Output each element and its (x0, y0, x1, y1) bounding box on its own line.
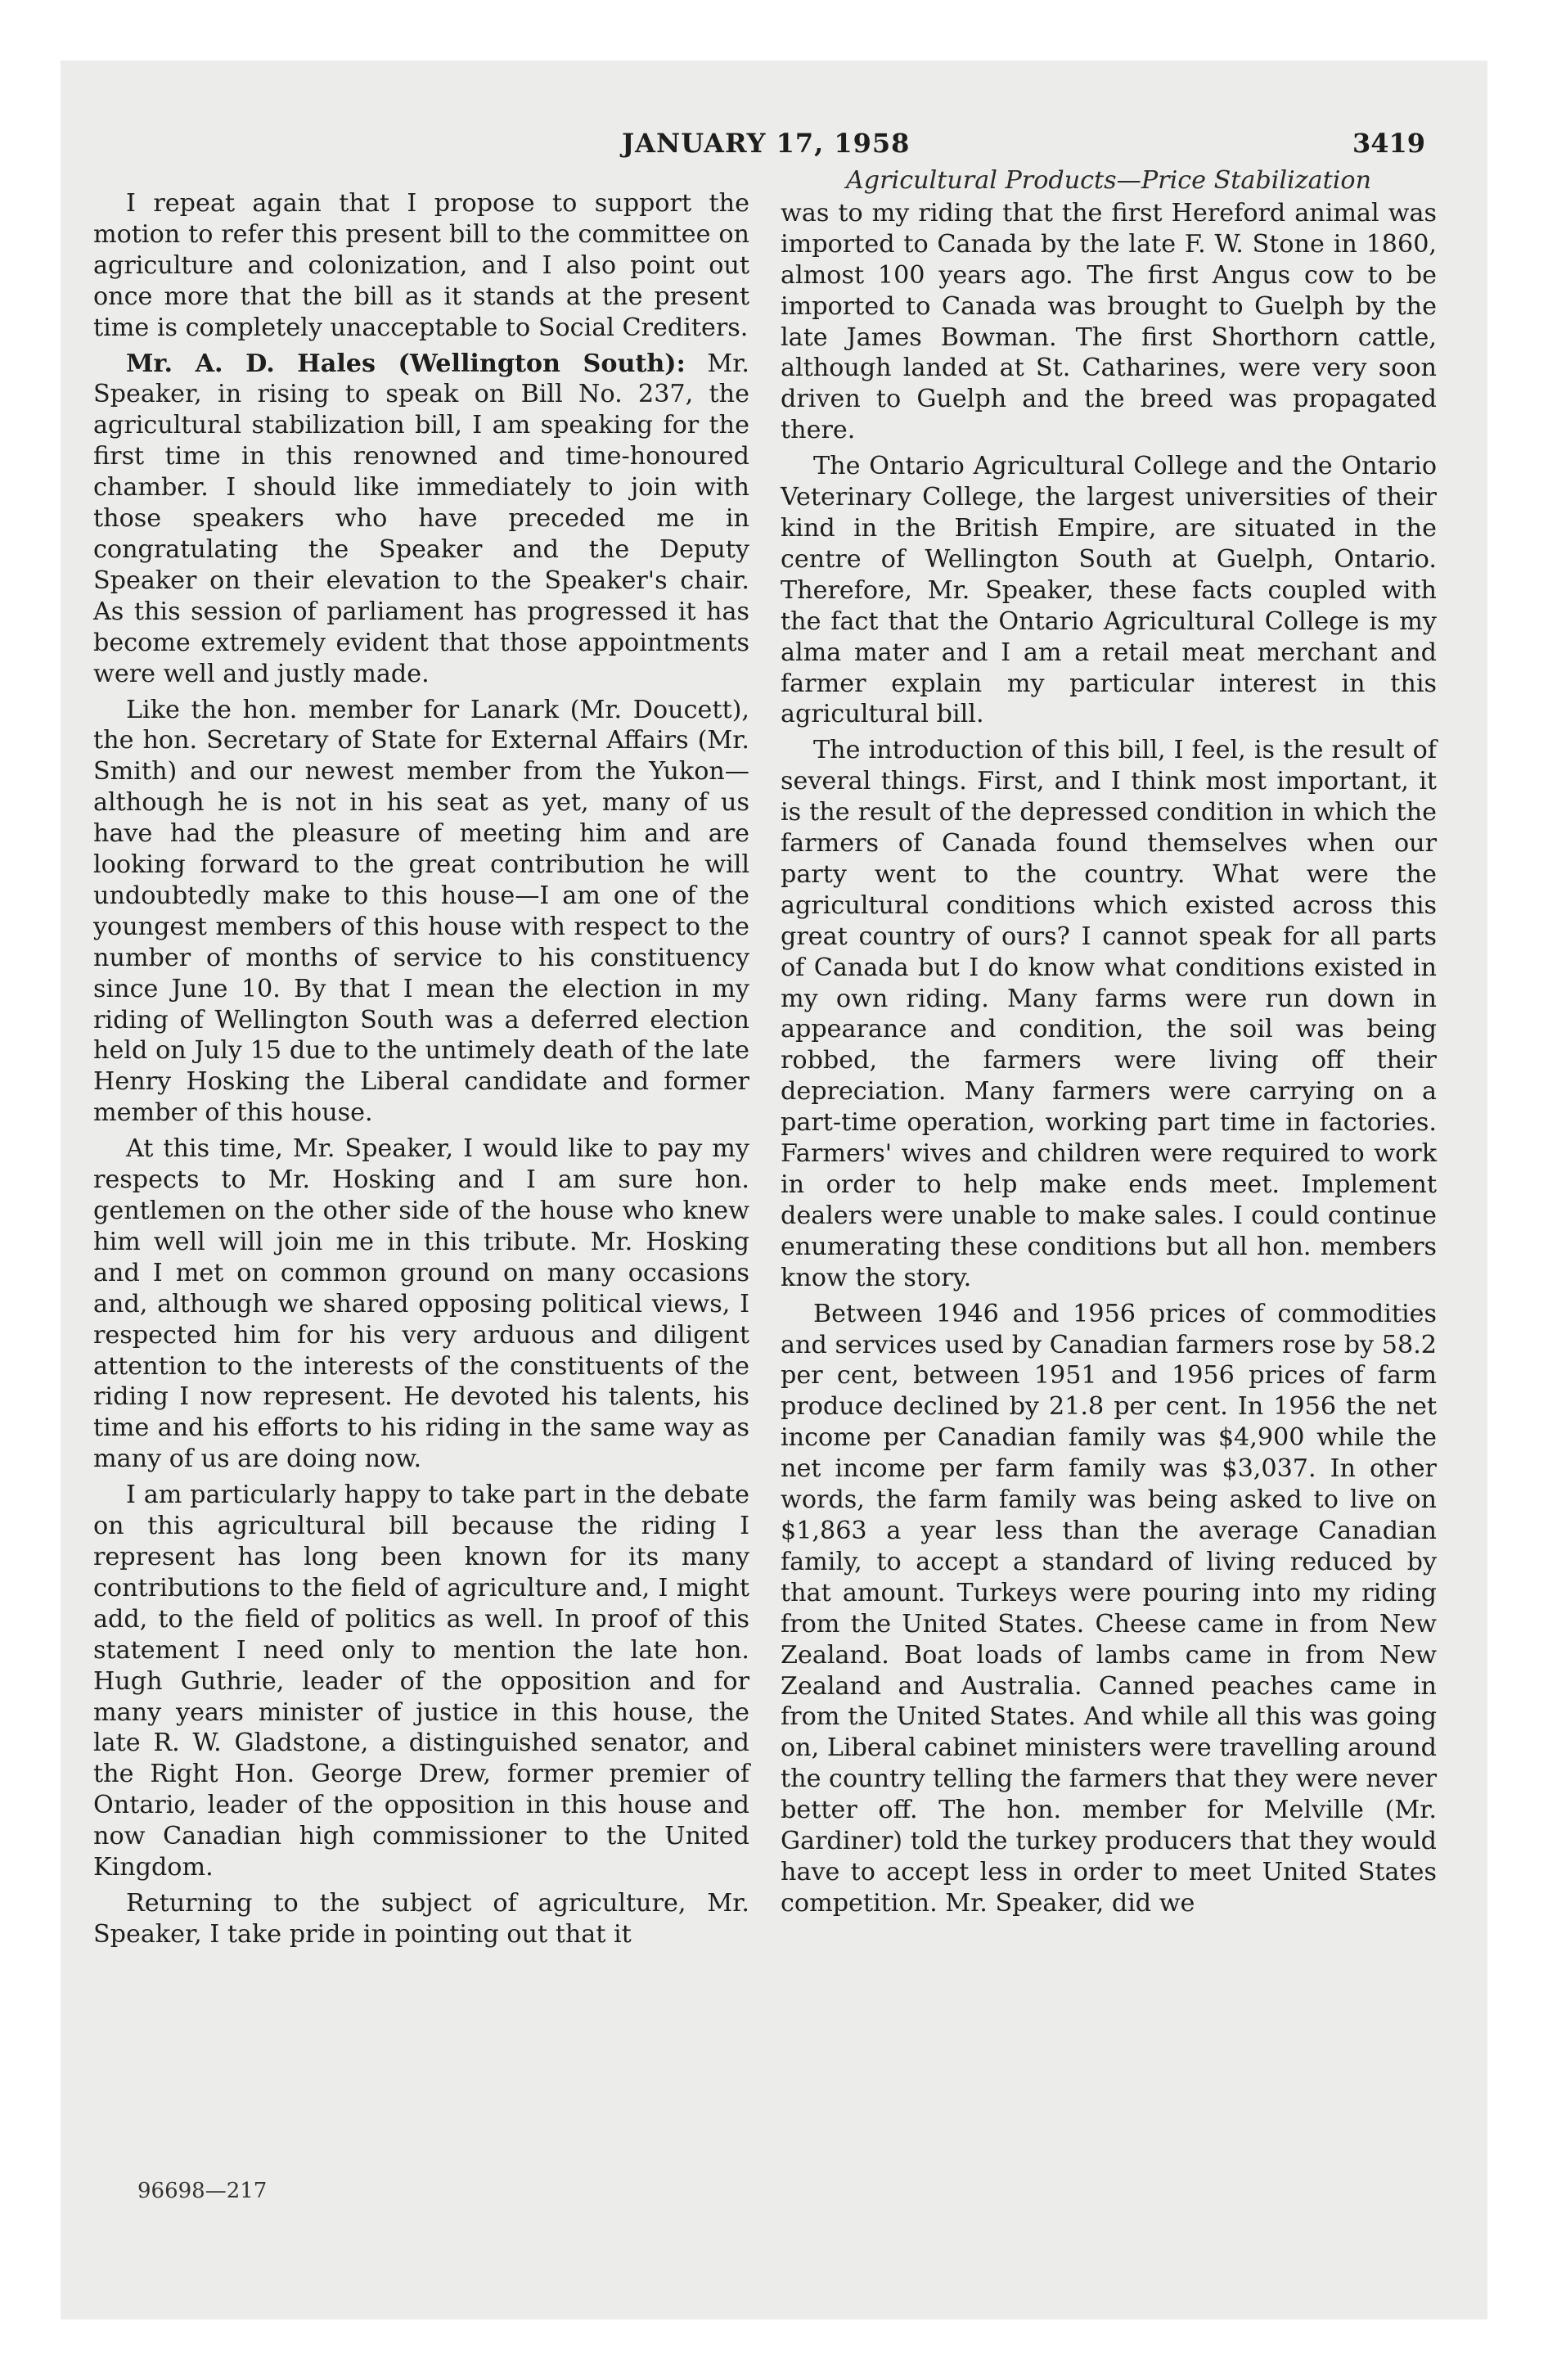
speaker-text: Mr. Speaker, in rising to speak on Bill No. 237, the agricultural stabilization bill, I am speaking for the first time in this renowned and time-honoured chamber. I should like immediately to join with those speakers who have preceded me in congratulating the Speaker and the Deputy Speaker on their elevation to the Speaker's chair. As this session of parliament has progressed it has become extremely evident that those appointments were well and justly made. (93, 349, 749, 688)
document-page (61, 61, 1487, 2319)
right-column (781, 165, 1437, 1924)
page-number: 3419 (1352, 128, 1425, 159)
left-column (93, 188, 749, 1955)
header-date: JANUARY 17, 1958 (622, 128, 911, 159)
paragraph: Returning to the subject of agriculture, Mr. Speaker, I take pride in pointing out that it (93, 1888, 749, 1949)
paragraph-continued: was to my riding that the first Hereford animal was imported to Canada by the late F. W. Stone in 1860, almost 100 years ago. The first Angus cow to be imported to Canada was brought to Guelph by the late James Bowman. The first Shorthorn cattle, although landed at St. Catharines, were very soon driven to Guelph and the breed was propagated there. (781, 198, 1437, 445)
paragraph: I repeat again that I propose to support the motion to refer this present bill to the committee on agriculture and colonization, and I also point out once more that the bill as it stands at the present time is completely unacceptable to Social Crediters. (93, 189, 749, 342)
page-header (61, 128, 1487, 160)
paragraph: At this time, Mr. Speaker, I would like to pay my respects to Mr. Hosking and I am sure hon. gentlemen on the other side of the house who knew him well will join me in this tribute. Mr. Hosking and I met on common ground on many occasions and, although we shared opposing political views, I respected him for his very arduous and diligent attention to the interests of the constituents of the riding I now represent. He devoted his talents, his time and his efforts to his riding in the same way as many of us are doing now. (93, 1134, 749, 1474)
paragraph: Between 1946 and 1956 prices of commodities and services used by Canadian farmers rose by 58.2 per cent, between 1951 and 1956 prices of farm produce declined by 21.8 per cent. In 1956 the net income per Canadian family was $4,900 while the net income per farm family was $3,037. In other words, the farm family was being asked to live on $1,863 a year less than the average Canadian family, to accept a standard of living reduced by that amount. Turkeys were pouring into my riding from the United States. Cheese came in from New Zealand. Boat loads of lambs came in from New Zealand and Australia. Canned peaches came in from the United States. And while all this was going on, Liberal cabinet ministers were travelling around the country telling the farmers that they were never better off. The hon. member for Melville (Mr. Gardiner) told the turkey producers that they would have to accept less in order to meet United States competition. Mr. Speaker, did we (781, 1299, 1437, 1918)
paragraph: Like the hon. member for Lanark (Mr. Doucett), the hon. Secretary of State for External Affairs (Mr. Smith) and our newest member from the Yukon—although he is not in his seat as yet, many of us have had the pleasure of meeting him and are looking forward to the great contribution he will undoubtedly make to this house—I am one of the youngest members of this house with respect to the number of months of service to his constituency since June 10. By that I mean the election in my riding of Wellington South was a deferred election held on July 15 due to the untimely death of the late Henry Hosking the Liberal candidate and former member of this house. (93, 695, 749, 1128)
speaker-name: Mr. A. D. Hales (Wellington South): (126, 349, 686, 378)
printer-code: 96698—217 (137, 2179, 268, 2203)
paragraph: I am particularly happy to take part in the debate on this agricultural bill because the riding I represent has long been known for its many contributions to the field of agriculture and, I might add, to the field of politics as well. In proof of this statement I need only to mention the late hon. Hugh Guthrie, leader of the opposition and for many years minister of justice in this house, the late R. W. Gladstone, a distinguished senator, and the Right Hon. George Drew, former premier of Ontario, leader of the opposition in this house and now Canadian high commissioner to the United Kingdom. (93, 1481, 749, 1882)
section-subject-heading: Agricultural Products—Price Stabilization (845, 166, 1372, 195)
paragraph: The introduction of this bill, I feel, is the result of several things. First, and I think most important, it is the result of the depressed condition in which the farmers of Canada found themselves when our party went to the country. What were the agricultural conditions which existed across this great country of ours? I cannot speak for all parts of Canada but I do know what conditions existed in my own riding. Many farms were run down in appearance and condition, the soil was being robbed, the farmers were living off their depreciation. Many farmers were carrying on a part-time operation, working part time in factories. Farmers' wives and children were required to work in order to help make ends meet. Implement dealers were unable to make sales. I could continue enumerating these conditions but all hon. members know the story. (781, 736, 1437, 1292)
paragraph: The Ontario Agricultural College and the Ontario Veterinary College, the largest universities of their kind in the British Empire, are situated in the centre of Wellington South at Guelph, Ontario. Therefore, Mr. Speaker, these facts coupled with the fact that the Ontario Agricultural College is my alma mater and I am a retail meat merchant and farmer explain my particular interest in this agricultural bill. (781, 452, 1437, 729)
paragraph-speaker-intro (93, 349, 749, 690)
